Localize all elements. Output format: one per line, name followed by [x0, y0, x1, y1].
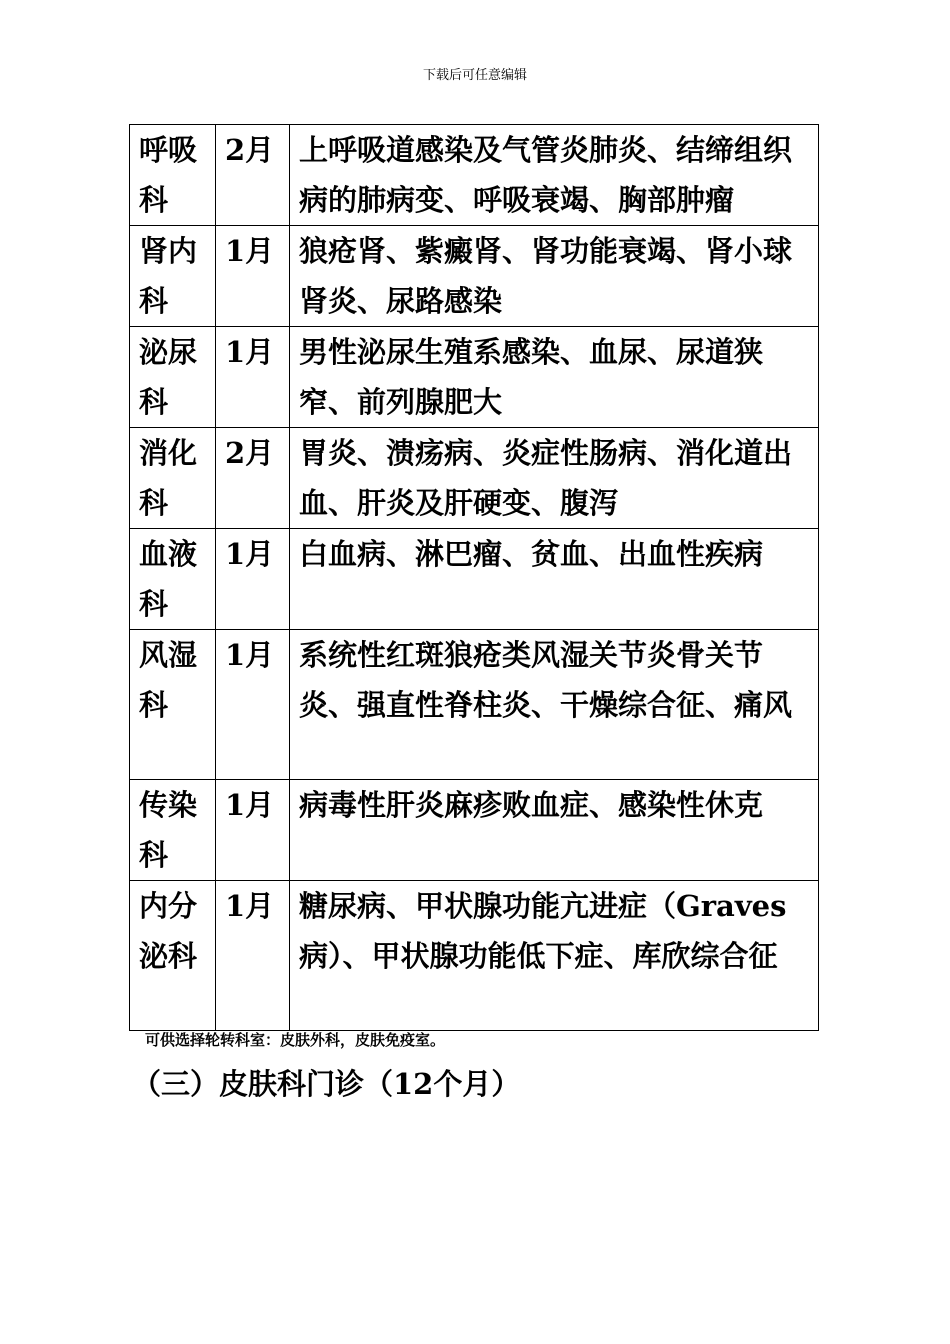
page-header: 下载后可任意编辑 [422, 68, 527, 83]
diseases-cell: 病毒性肝炎麻疹败血症、感染性休克 [290, 780, 819, 881]
diseases-cell: 系统性红斑狼疮类风湿关节炎骨关节炎、强直性脊柱炎、干燥综合征、痛风 [290, 630, 819, 780]
table-row [130, 327, 819, 428]
duration-cell: 2月 [216, 428, 290, 529]
diseases-cell: 狼疮肾、紫癜肾、肾功能衰竭、肾小球肾炎、尿路感染 [290, 226, 819, 327]
duration-cell: 1月 [216, 327, 290, 428]
department-cell: 呼吸科 [130, 125, 216, 226]
duration-cell: 1月 [216, 881, 290, 1031]
table-row [130, 226, 819, 327]
department-cell: 肾内科 [130, 226, 216, 327]
table-row [130, 428, 819, 529]
duration-cell: 1月 [216, 780, 290, 881]
diseases-cell: 男性泌尿生殖系感染、血尿、尿道狭窄、前列腺肥大 [290, 327, 819, 428]
duration-cell: 1月 [216, 630, 290, 780]
diseases-cell: 糖尿病、甲状腺功能亢进症（Graves病）、甲状腺功能低下症、库欣综合征 [290, 881, 819, 1031]
table-row [130, 529, 819, 630]
department-cell: 血液科 [130, 529, 216, 630]
department-cell: 内分泌科 [130, 881, 216, 1031]
duration-cell: 1月 [216, 529, 290, 630]
table-row [130, 125, 819, 226]
department-cell: 传染科 [130, 780, 216, 881]
rotation-table [129, 124, 819, 1031]
table-row [130, 630, 819, 780]
diseases-cell: 上呼吸道感染及气管炎肺炎、结缔组织病的肺病变、呼吸衰竭、胸部肿瘤 [290, 125, 819, 226]
department-cell: 消化科 [130, 428, 216, 529]
diseases-cell: 白血病、淋巴瘤、贫血、出血性疾病 [290, 529, 819, 630]
table-row [130, 780, 819, 881]
department-cell: 泌尿科 [130, 327, 216, 428]
optional-rotation-note: 可供选择轮转科室：皮肤外科，皮肤免疫室。 [145, 1031, 446, 1049]
department-cell: 风湿科 [130, 630, 216, 780]
diseases-cell: 胃炎、溃疡病、炎症性肠病、消化道出血、肝炎及肝硬变、腹泻 [290, 428, 819, 529]
section-title: （三）皮肤科门诊（12个月） [132, 1067, 521, 1101]
duration-cell: 1月 [216, 226, 290, 327]
table-row [130, 881, 819, 1031]
duration-cell: 2月 [216, 125, 290, 226]
